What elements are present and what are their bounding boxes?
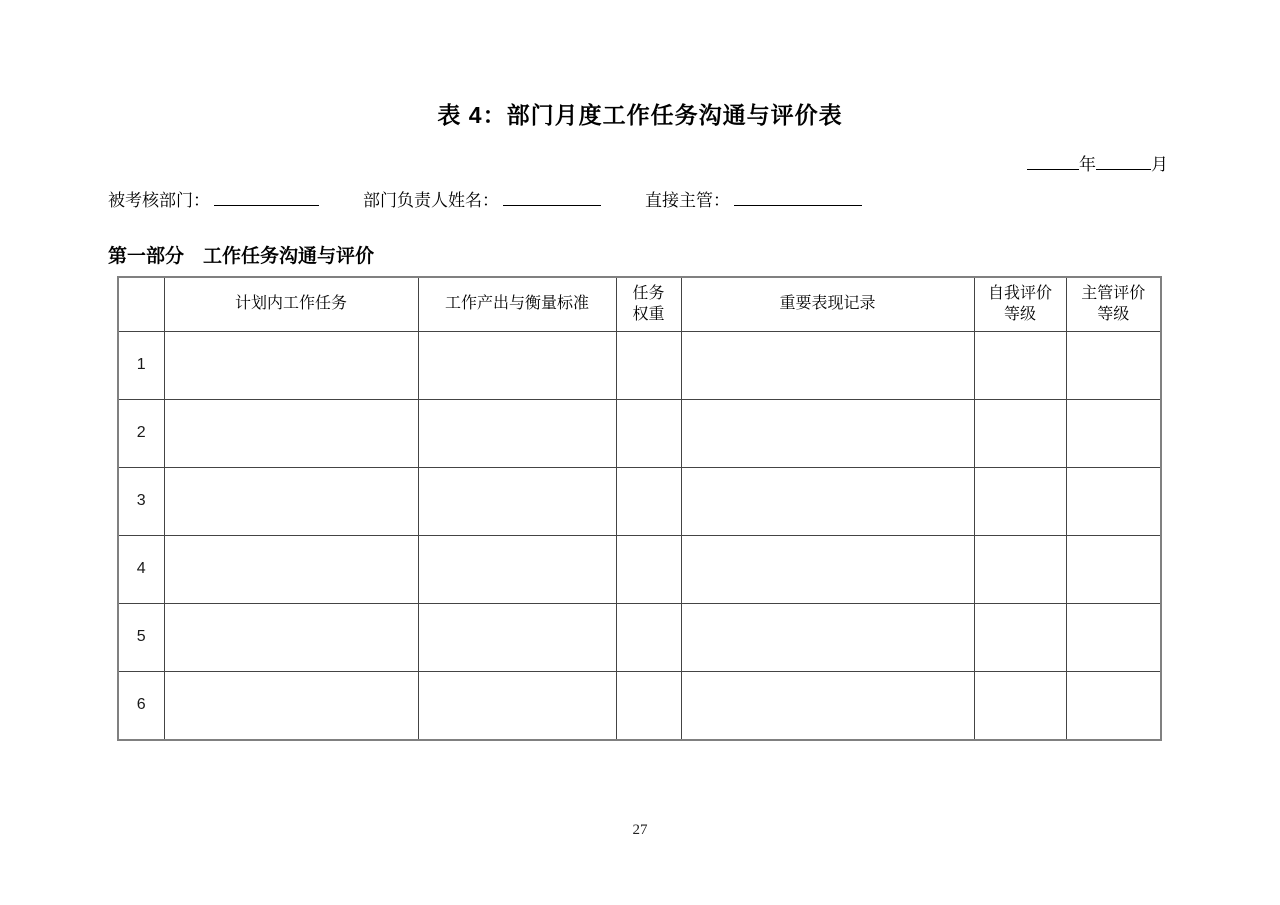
table-row [118,467,1161,535]
output-standard-cell[interactable] [418,603,616,671]
date-line [1027,150,1168,175]
direct-supervisor-group [645,191,862,210]
col-header-output-standards: 工作产出与衡量标准 [418,277,616,331]
performance-record-cell[interactable] [681,671,974,740]
task-cell[interactable] [164,467,418,535]
task-cell[interactable] [164,603,418,671]
performance-record-cell[interactable] [681,331,974,399]
task-cell[interactable] [164,331,418,399]
corner-header-cell [118,277,164,331]
performance-record-cell[interactable] [681,399,974,467]
supervisor-rating-cell[interactable] [1066,535,1161,603]
supervisor-rating-cell[interactable] [1066,399,1161,467]
supervisor-rating-cell[interactable] [1066,603,1161,671]
row-number-cell: 6 [118,671,164,740]
department-manager-field[interactable] [503,191,601,206]
table-row [118,535,1161,603]
row-number-cell: 1 [118,331,164,399]
weight-cell[interactable] [616,603,681,671]
weight-cell[interactable] [616,671,681,740]
page-title: 表 4：部门月度工作任务沟通与评价表 [437,102,843,128]
month-field[interactable] [1096,155,1151,170]
weight-cell[interactable] [616,399,681,467]
self-rating-cell[interactable] [974,467,1066,535]
output-standard-cell[interactable] [418,467,616,535]
year-field[interactable] [1027,155,1079,170]
table-row [118,399,1161,467]
weight-cell[interactable] [616,331,681,399]
weight-cell[interactable] [616,535,681,603]
self-rating-cell[interactable] [974,331,1066,399]
self-rating-cell[interactable] [974,535,1066,603]
assessed-department-label: 被考核部门： [108,191,210,210]
supervisor-rating-cell[interactable] [1066,671,1161,740]
supervisor-rating-cell[interactable] [1066,331,1161,399]
department-manager-group [363,191,601,210]
assessed-department-field[interactable] [214,191,319,206]
section-heading: 第一部分 工作任务沟通与评价 [108,246,375,267]
task-cell[interactable] [164,535,418,603]
performance-record-cell[interactable] [681,603,974,671]
performance-record-cell[interactable] [681,467,974,535]
col-header-planned-tasks: 计划内工作任务 [164,277,418,331]
task-evaluation-table [117,276,1162,741]
weight-cell[interactable] [616,467,681,535]
row-number-cell: 3 [118,467,164,535]
direct-supervisor-label: 直接主管： [645,191,730,210]
col-header-performance-record: 重要表现记录 [681,277,974,331]
task-cell[interactable] [164,399,418,467]
year-label: 年 [1079,155,1096,174]
col-header-self-rating: 自我评价 等级 [974,277,1066,331]
department-manager-label: 部门负责人姓名： [363,191,499,210]
self-rating-cell[interactable] [974,399,1066,467]
row-number-cell: 5 [118,603,164,671]
output-standard-cell[interactable] [418,671,616,740]
output-standard-cell[interactable] [418,399,616,467]
table-row [118,331,1161,399]
output-standard-cell[interactable] [418,535,616,603]
row-number-cell: 4 [118,535,164,603]
col-header-supervisor-rating: 主管评价 等级 [1066,277,1161,331]
output-standard-cell[interactable] [418,331,616,399]
col-header-task-weight: 任务 权重 [616,277,681,331]
info-line [108,186,862,211]
assessed-department-group [108,191,319,210]
supervisor-rating-cell[interactable] [1066,467,1161,535]
table-header-row [118,277,1161,331]
direct-supervisor-field[interactable] [734,191,862,206]
month-label: 月 [1151,155,1168,174]
self-rating-cell[interactable] [974,671,1066,740]
self-rating-cell[interactable] [974,603,1066,671]
table-row [118,603,1161,671]
performance-record-cell[interactable] [681,535,974,603]
table-row [118,671,1161,740]
page-number: 27 [632,822,648,838]
task-cell[interactable] [164,671,418,740]
row-number-cell: 2 [118,399,164,467]
